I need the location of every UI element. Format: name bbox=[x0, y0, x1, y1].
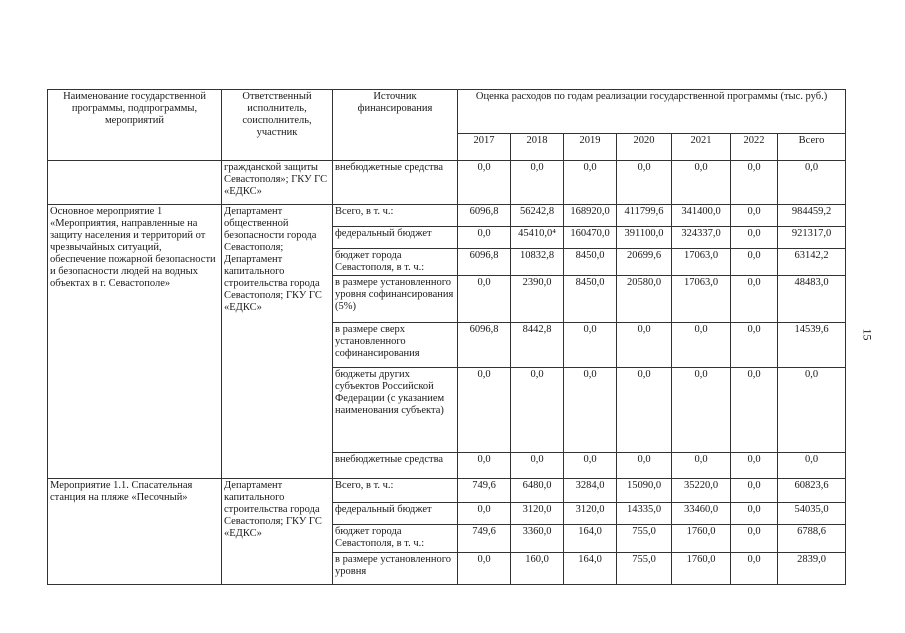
year-value-cell: 35220,0 bbox=[672, 479, 731, 503]
year-value-cell: 8450,0 bbox=[564, 276, 617, 323]
year-value-cell: 1760,0 bbox=[672, 525, 731, 553]
year-value-cell: 0,0 bbox=[511, 453, 564, 479]
year-value-cell: 0,0 bbox=[731, 227, 778, 249]
year-value-cell: 20580,0 bbox=[617, 276, 672, 323]
funding-source-cell: федеральный бюджет bbox=[333, 503, 458, 525]
total-value-cell: 6788,6 bbox=[778, 525, 846, 553]
year-value-cell: 17063,0 bbox=[672, 276, 731, 323]
total-value-cell: 0,0 bbox=[778, 161, 846, 205]
year-2017: 2017 bbox=[458, 134, 511, 161]
total-value-cell: 921317,0 bbox=[778, 227, 846, 249]
year-value-cell: 56242,8 bbox=[511, 205, 564, 227]
year-value-cell: 10832,8 bbox=[511, 249, 564, 276]
year-value-cell: 0,0 bbox=[731, 249, 778, 276]
year-value-cell: 17063,0 bbox=[672, 249, 731, 276]
header-source: Источник финансирования bbox=[333, 90, 458, 161]
year-value-cell: 0,0 bbox=[731, 479, 778, 503]
year-value-cell: 0,0 bbox=[617, 161, 672, 205]
year-value-cell: 0,0 bbox=[731, 323, 778, 368]
year-value-cell: 0,0 bbox=[731, 453, 778, 479]
year-value-cell: 0,0 bbox=[458, 227, 511, 249]
year-value-cell: 391100,0 bbox=[617, 227, 672, 249]
funding-source-cell: в размере установленного уровня bbox=[333, 553, 458, 585]
responsible-cell: Департамент общественной безопасности города Севастополя; Департамент капитального строительства города Севастополя; ГКУ ГС «ЕДКС» bbox=[222, 205, 333, 479]
funding-source-cell: внебюджетные средства bbox=[333, 161, 458, 205]
header-name: Наименование государственной программы, подпрограммы, мероприятий bbox=[48, 90, 222, 161]
year-2018: 2018 bbox=[511, 134, 564, 161]
funding-source-cell: бюджеты других субъектов Российской Федерации (с указанием наименования субъекта) bbox=[333, 368, 458, 453]
year-value-cell: 0,0 bbox=[731, 503, 778, 525]
year-value-cell: 0,0 bbox=[564, 453, 617, 479]
total-value-cell: 63142,2 bbox=[778, 249, 846, 276]
year-value-cell: 3360,0 bbox=[511, 525, 564, 553]
funding-source-cell: в размере установленного уровня софинансирования (5%) bbox=[333, 276, 458, 323]
funding-source-cell: внебюджетные средства bbox=[333, 453, 458, 479]
year-2021: 2021 bbox=[672, 134, 731, 161]
year-value-cell: 160470,0 bbox=[564, 227, 617, 249]
year-value-cell: 0,0 bbox=[458, 276, 511, 323]
year-2020: 2020 bbox=[617, 134, 672, 161]
measure-name-cell bbox=[48, 161, 222, 205]
total-value-cell: 984459,2 bbox=[778, 205, 846, 227]
year-value-cell: 45410,0⁴ bbox=[511, 227, 564, 249]
year-value-cell: 2390,0 bbox=[511, 276, 564, 323]
funding-source-cell: бюджет города Севастополя, в т. ч.: bbox=[333, 525, 458, 553]
year-value-cell: 0,0 bbox=[458, 553, 511, 585]
year-value-cell: 0,0 bbox=[731, 205, 778, 227]
year-value-cell: 0,0 bbox=[617, 323, 672, 368]
table-header bbox=[48, 90, 846, 161]
total-value-cell: 48483,0 bbox=[778, 276, 846, 323]
total-value-cell: 54035,0 bbox=[778, 503, 846, 525]
year-value-cell: 1760,0 bbox=[672, 553, 731, 585]
responsible-cell: гражданской защиты Севастополя»; ГКУ ГС «ЕДКС» bbox=[222, 161, 333, 205]
year-value-cell: 0,0 bbox=[458, 453, 511, 479]
page-number: 15 bbox=[860, 328, 875, 341]
year-value-cell: 8442,8 bbox=[511, 323, 564, 368]
total-value-cell: 60823,6 bbox=[778, 479, 846, 503]
funding-source-cell: бюджет города Севастополя, в т. ч.: bbox=[333, 249, 458, 276]
responsible-cell: Департамент капитального строительства города Севастополя; ГКУ ГС «ЕДКС» bbox=[222, 479, 333, 585]
year-value-cell: 0,0 bbox=[672, 453, 731, 479]
year-value-cell: 0,0 bbox=[564, 368, 617, 453]
year-value-cell: 0,0 bbox=[672, 161, 731, 205]
year-2022: 2022 bbox=[731, 134, 778, 161]
year-value-cell: 341400,0 bbox=[672, 205, 731, 227]
year-value-cell: 0,0 bbox=[458, 161, 511, 205]
year-value-cell: 755,0 bbox=[617, 553, 672, 585]
year-value-cell: 411799,6 bbox=[617, 205, 672, 227]
year-value-cell: 6096,8 bbox=[458, 205, 511, 227]
year-value-cell: 20699,6 bbox=[617, 249, 672, 276]
year-value-cell: 0,0 bbox=[672, 323, 731, 368]
year-value-cell: 0,0 bbox=[731, 161, 778, 205]
year-value-cell: 164,0 bbox=[564, 525, 617, 553]
year-value-cell: 164,0 bbox=[564, 553, 617, 585]
year-value-cell: 0,0 bbox=[458, 368, 511, 453]
year-value-cell: 0,0 bbox=[617, 368, 672, 453]
year-value-cell: 160,0 bbox=[511, 553, 564, 585]
year-value-cell: 0,0 bbox=[731, 368, 778, 453]
year-value-cell: 0,0 bbox=[458, 503, 511, 525]
year-value-cell: 0,0 bbox=[511, 161, 564, 205]
year-value-cell: 749,6 bbox=[458, 479, 511, 503]
funding-source-cell: федеральный бюджет bbox=[333, 227, 458, 249]
year-value-cell: 0,0 bbox=[731, 276, 778, 323]
funding-source-cell: Всего, в т. ч.: bbox=[333, 479, 458, 503]
year-value-cell: 33460,0 bbox=[672, 503, 731, 525]
total-value-cell: 2839,0 bbox=[778, 553, 846, 585]
year-value-cell: 15090,0 bbox=[617, 479, 672, 503]
year-value-cell: 3120,0 bbox=[564, 503, 617, 525]
year-value-cell: 0,0 bbox=[564, 323, 617, 368]
measure-name-cell: Основное мероприятие 1 «Мероприятия, направленные на защиту населения и территорий от чрезвычайных ситуаций, обеспечение пожарной безопасности и безопасности людей на водных объектах в г. Севастополе» bbox=[48, 205, 222, 479]
year-value-cell: 755,0 bbox=[617, 525, 672, 553]
year-value-cell: 0,0 bbox=[731, 553, 778, 585]
year-value-cell: 0,0 bbox=[511, 368, 564, 453]
funding-source-cell: Всего, в т. ч.: bbox=[333, 205, 458, 227]
table-body bbox=[48, 161, 846, 585]
year-value-cell: 324337,0 bbox=[672, 227, 731, 249]
year-value-cell: 6096,8 bbox=[458, 323, 511, 368]
year-value-cell: 168920,0 bbox=[564, 205, 617, 227]
funding-source-cell: в размере сверх установленного софинансирования bbox=[333, 323, 458, 368]
total-value-cell: 14539,6 bbox=[778, 323, 846, 368]
year-value-cell: 749,6 bbox=[458, 525, 511, 553]
total-value-cell: 0,0 bbox=[778, 368, 846, 453]
year-total: Всего bbox=[778, 134, 846, 161]
year-value-cell: 0,0 bbox=[672, 368, 731, 453]
budget-table bbox=[47, 89, 846, 585]
measure-name-cell: Мероприятие 1.1. Спасательная станция на пляже «Песочный» bbox=[48, 479, 222, 585]
year-value-cell: 8450,0 bbox=[564, 249, 617, 276]
year-value-cell: 0,0 bbox=[731, 525, 778, 553]
year-2019: 2019 bbox=[564, 134, 617, 161]
table-row bbox=[48, 479, 846, 503]
header-estimate: Оценка расходов по годам реализации государственной программы (тыс. руб.) bbox=[458, 90, 846, 134]
total-value-cell: 0,0 bbox=[778, 453, 846, 479]
year-value-cell: 0,0 bbox=[617, 453, 672, 479]
year-value-cell: 6480,0 bbox=[511, 479, 564, 503]
table-row bbox=[48, 205, 846, 227]
year-value-cell: 6096,8 bbox=[458, 249, 511, 276]
year-value-cell: 14335,0 bbox=[617, 503, 672, 525]
table-row bbox=[48, 161, 846, 205]
year-value-cell: 3284,0 bbox=[564, 479, 617, 503]
header-responsible: Ответственный исполнитель, соисполнитель, участник bbox=[222, 90, 333, 161]
year-value-cell: 0,0 bbox=[564, 161, 617, 205]
year-value-cell: 3120,0 bbox=[511, 503, 564, 525]
